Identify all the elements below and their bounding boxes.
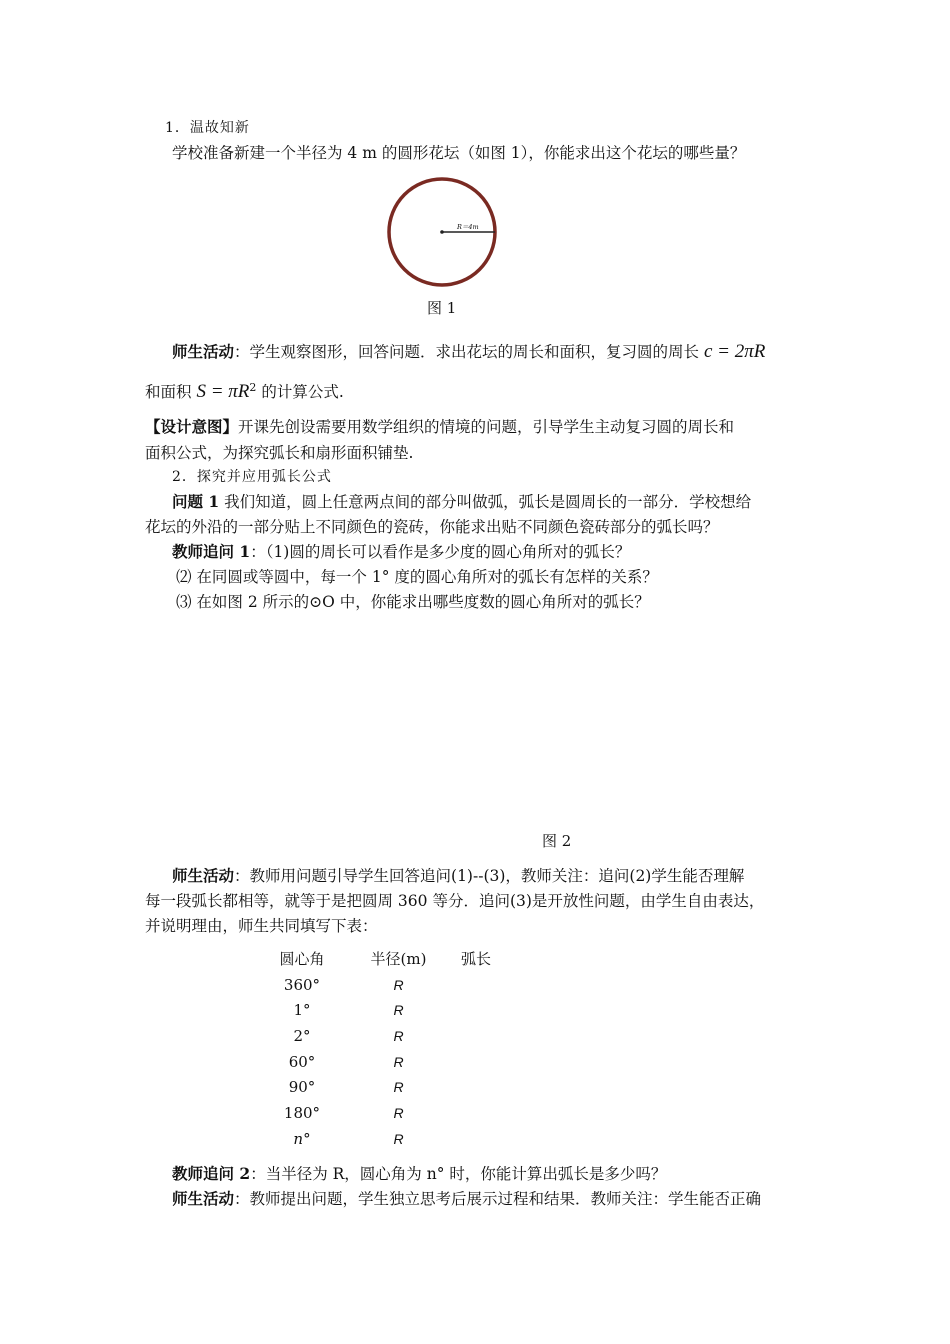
followup1-q3: ⑶ 在如图 2 所示的⊙O 中，你能求出哪些度数的圆心角所对的弧长？ bbox=[176, 593, 650, 611]
followup1-q1: ：（1)圆的周长可以看作是多少度的圆心角所对的弧长？ bbox=[250, 543, 631, 561]
header-arc-length: 弧长 bbox=[461, 950, 492, 969]
radius-cell: R bbox=[393, 1027, 404, 1044]
arc-cell bbox=[461, 997, 571, 1023]
activity2-line1 bbox=[172, 865, 744, 887]
center-dot bbox=[440, 230, 444, 234]
problem1-line1 bbox=[172, 491, 751, 513]
section2-heading: 2．探究并应用弧长公式 bbox=[172, 469, 332, 485]
activity1-line1 bbox=[172, 341, 765, 363]
activity1-label: 师生活动 bbox=[172, 342, 235, 361]
activity3-line bbox=[172, 1188, 761, 1210]
followup1-q2: ⑵ 在同圆或等圆中，每一个 1° 度的圆心角所对的弧长有怎样的关系？ bbox=[176, 568, 658, 586]
arc-cell bbox=[461, 1126, 571, 1152]
followup1-label: 教师追问 1 bbox=[172, 542, 251, 561]
angle-cell: 90° bbox=[288, 1078, 316, 1097]
followup1-line bbox=[172, 541, 630, 563]
table-row bbox=[268, 1126, 571, 1152]
angle-cell: 1° bbox=[293, 1001, 311, 1020]
angle-cell: 180° bbox=[283, 1103, 321, 1122]
followup2-line bbox=[172, 1163, 666, 1185]
design-line1 bbox=[145, 416, 734, 438]
figure1-caption: 图 1 bbox=[427, 299, 457, 317]
arc-length-table bbox=[268, 946, 571, 1152]
radius-cell: R bbox=[393, 1002, 404, 1019]
table-row bbox=[268, 1100, 571, 1126]
arc-cell bbox=[461, 1049, 571, 1075]
angle-cell: 360° bbox=[283, 975, 321, 994]
formula-area: S = πR bbox=[196, 381, 250, 403]
problem1-text-1: 我们知道，圆上任意两点间的部分叫做弧，弧长是圆周长的一部分．学校想给 bbox=[219, 493, 752, 511]
followup2-text: ：当半径为 R，圆心角为 n° 时，你能计算出弧长是多少吗？ bbox=[250, 1165, 667, 1183]
formula-area-exponent: 2 bbox=[249, 381, 257, 394]
angle-cell: n° bbox=[293, 1129, 311, 1148]
design-label: 【设计意图】 bbox=[145, 417, 239, 436]
radius-cell: R bbox=[393, 1079, 404, 1096]
radius-cell: R bbox=[393, 1053, 404, 1070]
radius-cell: R bbox=[393, 1104, 404, 1121]
table-row bbox=[268, 972, 571, 998]
activity1-line2 bbox=[145, 377, 344, 403]
activity1-text-a: ：学生观察图形，回答问题．求出花坛的周长和面积，复习圆的周长 bbox=[234, 343, 700, 361]
radius-label: R＝4m bbox=[457, 223, 479, 231]
activity1-text-c: 的计算公式. bbox=[261, 383, 344, 402]
design-text-1: 开课先创设需要用数学组织的情境的问题，引导学生主动复习圆的周长和 bbox=[238, 418, 735, 436]
angle-cell: 2° bbox=[293, 1026, 311, 1045]
arc-cell bbox=[461, 1100, 571, 1126]
table-row bbox=[268, 1074, 571, 1100]
table-row bbox=[268, 997, 571, 1023]
table-row bbox=[268, 1023, 571, 1049]
activity2-line2: 每一段弧长都相等，就等于是把圆周 360 等分．追问(3)是开放性问题，由学生自由表达， bbox=[145, 892, 765, 910]
circle-figure bbox=[385, 174, 501, 290]
activity2-text-1: ：教师用问题引导学生回答追问(1)--(3)，教师关注：追问(2)学生能否理解 bbox=[234, 867, 745, 885]
header-central-angle: 圆心角 bbox=[279, 950, 325, 969]
followup2-label: 教师追问 2 bbox=[172, 1164, 251, 1183]
section1-heading: 1．温故知新 bbox=[165, 120, 250, 136]
radius-cell: R bbox=[393, 976, 404, 993]
activity1-text-b: 和面积 bbox=[145, 383, 192, 402]
design-line2: 面积公式，为探究弧长和扇形面积铺垫. bbox=[145, 444, 414, 462]
formula-circumference: c = 2πR bbox=[703, 341, 766, 362]
activity2-label: 师生活动 bbox=[172, 866, 235, 885]
angle-cell: 60° bbox=[288, 1052, 316, 1071]
header-radius: 半径(m) bbox=[370, 950, 427, 969]
section1-question: 学校准备新建一个半径为 4 m 的圆形花坛（如图 1），你能求出这个花坛的哪些量？ bbox=[172, 144, 746, 162]
activity3-label: 师生活动 bbox=[172, 1189, 235, 1208]
activity3-text: ：教师提出问题，学生独立思考后展示过程和结果．教师关注：学生能否正确 bbox=[234, 1190, 762, 1208]
radius-cell: R bbox=[393, 1130, 404, 1147]
table-header-row bbox=[268, 946, 571, 972]
arc-cell bbox=[461, 972, 571, 998]
arc-cell bbox=[461, 1023, 571, 1049]
activity2-line3: 并说明理由，师生共同填写下表： bbox=[145, 917, 378, 935]
problem1-line2: 花坛的外沿的一部分贴上不同颜色的瓷砖，你能求出贴不同颜色瓷砖部分的弧长吗？ bbox=[145, 518, 719, 536]
table-row bbox=[268, 1049, 571, 1075]
problem1-label: 问题 1 bbox=[172, 492, 220, 511]
figure2-caption: 图 2 bbox=[542, 832, 572, 850]
arc-cell bbox=[461, 1074, 571, 1100]
